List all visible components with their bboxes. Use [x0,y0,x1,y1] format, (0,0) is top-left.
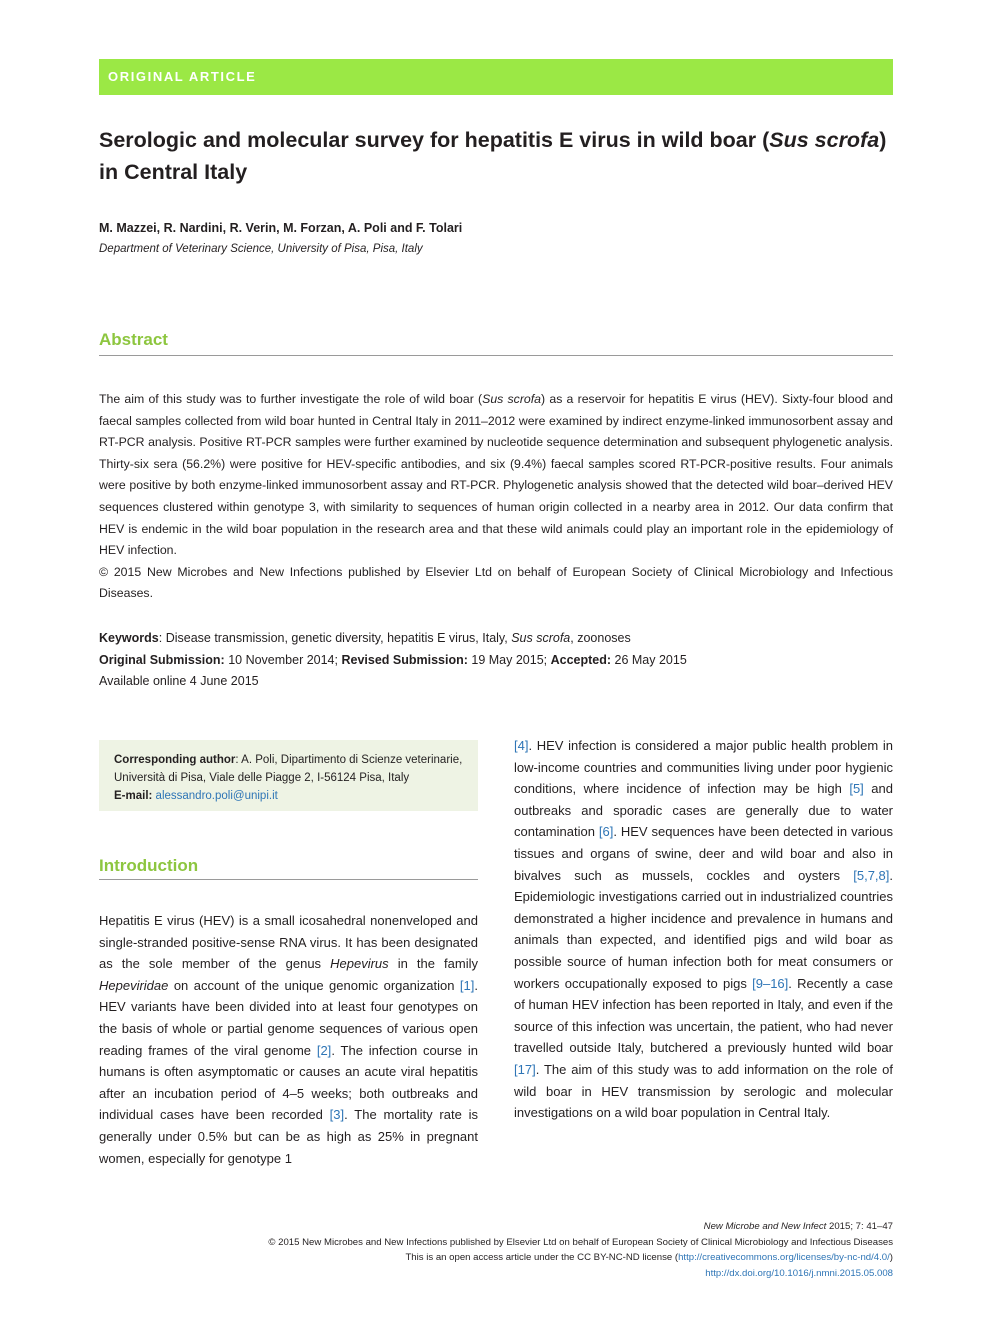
corresponding-label: Corresponding author [114,754,236,766]
title-text-start: Serologic and molecular survey for hepatitis E virus in wild boar ( [99,128,770,152]
introduction-column-right: [4]. HEV infection is considered a major public health problem in low-income countries and communities living under poor hygienic conditions, where incidence of infection may be high [5] and outbreaks and sporadic cases are generally due to water contamination [6]. HEV sequences have been detected in various tissues and organs of swine, deer and wild boar and also in bivalves such as mussels, cockles and oysters [5,7,8]. Epidemiologic investigations carried out in industrialized countries demonstrated a higher incidence and prevalence in humans and animals than expected, and identified pigs and wild boar as possible source of human infection both for meat consumers or workers occupationally exposed to pigs [9–16]. Recently a case of human HEV infection has been reported in Italy, and even if the source of this infection was uncertain, the patient, who had never travelled outside Italy, butchered a previously hunted wild boar [17]. The aim of this study was to add information on the role of wild boar in HEV transmission by serologic and molecular investigations on a wild boar population in Central Italy. [514,738,893,1121]
reference-link[interactable]: [4] [514,738,529,753]
reference-link[interactable]: [2] [316,1042,332,1058]
introduction-heading: Introduction [99,856,199,875]
email-link[interactable]: alessandro.poli@unipi.it [155,790,278,802]
reference-link[interactable]: [5,7,8] [853,867,890,883]
keywords-line: Keywords: Disease transmission, genetic diversity, hepatitis E virus, Italy, Sus scrofa, zoonoses [99,631,631,645]
abstract-paragraph: The aim of this study was to further investigate the role of wild boar (Sus scrofa) as a reservoir for hepatitis E virus (HEV). Sixty-four blood and faecal samples collected from wild boar hunted in Central Italy in 2011–2012 were examined by indirect enzyme-linked immunosorbent assay and RT-PCR analysis. Positive RT-PCR samples were further examined by nucleotide sequence determination and subsequent phylogenetic analysis. Thirty-six sera (56.2%) were positive for HEV-specific antibodies, and six (9.4%) faecal samples scored RT-PCR-positive results. Four animals were positive by both enzyme-linked immunosorbent assay and RT-PCR. Phylogenetic analysis showed that the detected wild boar–derived HEV sequences clustered within genotype 3, with similarity to sequences of human origin collected in a nearby area in 2012. Our data confirm that HEV is endemic in the wild boar population in the research area and that these wild animals could play an important role in the epidemiology of HEV infection. [99,392,893,558]
article-title [99,124,889,188]
article-metadata [99,628,893,693]
reference-link[interactable]: [3] [329,1107,345,1123]
abstract-divider [99,355,893,356]
abstract-heading: Abstract [99,330,168,349]
title-species: Sus scrofa [769,128,880,152]
article-type-label: ORIGINAL ARTICLE [108,69,257,84]
introduction-column-left: Hepatitis E virus (HEV) is a small icosahedral nonenveloped and single-stranded positive-sense RNA virus. It has been designated as the sole member of the genus Hepevirus in the family Hepeviridae on account of the unique genomic organization [1]. HEV variants have been divided into at least four genotypes on the basis of whole or partial genome sequences of various open reading frames of the viral genome [2]. The infection course in humans is often asymptomatic or causes an acute viral hepatitis after an incubation period of 4–5 weeks; both outbreaks and individual cases have been recorded [3]. The mortality rate is generally under 0.5% but can be as high as 25% in pregnant women, especially for genotype 1 [99,913,479,1166]
reference-link[interactable]: [6] [598,824,614,840]
footer-copyright: © 2015 New Microbes and New Infections published by Elsevier Ltd on behalf of European Society of Clinical Microbiology and Infectious Diseases [268,1236,893,1248]
author-list: M. Mazzei, R. Nardini, R. Verin, M. Forzan, A. Poli and F. Tolari [99,221,463,235]
license-line: This is an open access article under the CC BY-NC-ND license (http://creativecommons.org/licenses/by-nc-nd/4.0/) [405,1252,893,1263]
affiliation: Department of Veterinary Science, University of Pisa, Pisa, Italy [99,243,423,255]
title-text-end: ) in Central Italy [99,128,887,184]
abstract-copyright: © 2015 New Microbes and New Infections published by Elsevier Ltd on behalf of European Society of Clinical Microbiology and Infectious Diseases. [99,564,893,601]
doi-link[interactable]: http://dx.doi.org/10.1016/j.nmni.2015.05.008 [705,1267,893,1279]
article-type-banner [99,59,893,95]
corresponding-address: : A. Poli, Dipartimento di Scienze veterinarie, Università di Pisa, Viale delle Piagge 2, I-56124 Pisa, Italy [114,754,463,784]
journal-citation: New Microbe and New Infect 2015; 7: 41–47 [703,1221,893,1232]
submission-dates: Original Submission: 10 November 2014; Revised Submission: 19 May 2015; Accepted: 26 May 2015 [99,652,687,667]
reference-link[interactable]: [9–16] [752,975,789,991]
corresponding-author-box [99,740,478,811]
abstract-body [99,389,893,605]
reference-link[interactable]: [17] [514,1061,536,1077]
reference-link[interactable]: [5] [849,781,864,797]
email-label: E-mail: [114,790,153,802]
introduction-divider [99,879,478,880]
page-footer [193,1219,893,1281]
license-link[interactable]: http://creativecommons.org/licenses/by-nc-nd/4.0/ [678,1252,890,1263]
reference-link[interactable]: [1] [459,977,475,993]
available-online: Available online 4 June 2015 [99,674,259,689]
